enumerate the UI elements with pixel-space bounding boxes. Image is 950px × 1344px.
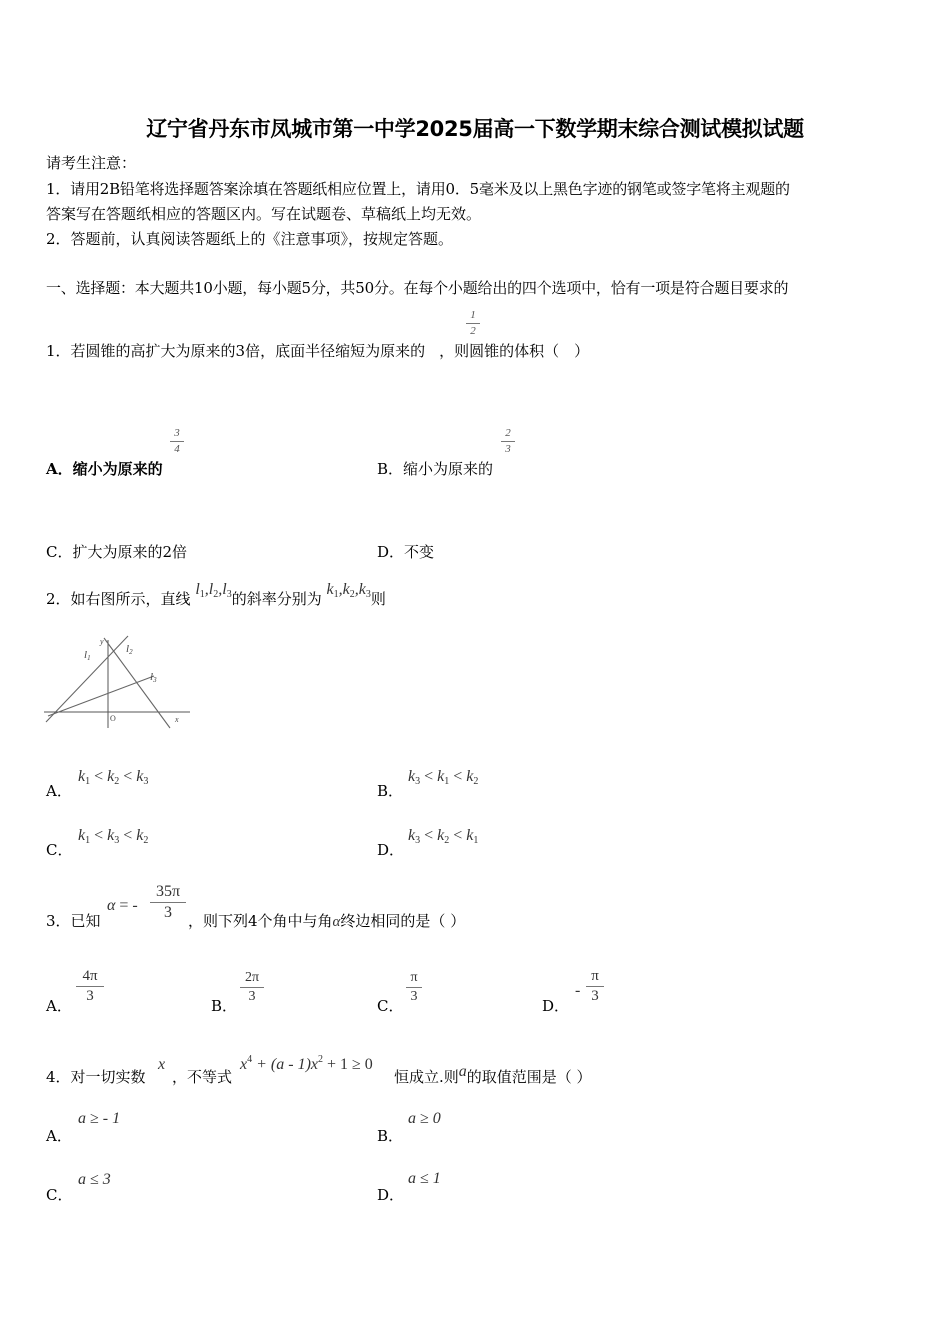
q2-option-b-math: $k_3 < k_1 < k_2$ xyxy=(408,768,479,787)
question-4-tail: 恒成立.则a的取值范围是（ ） xyxy=(394,1063,592,1086)
label-l2: l2 xyxy=(126,643,133,656)
q3-option-c-fraction: π 3 xyxy=(406,971,422,1004)
notice-line-2: 答案写在答题纸相应的答题区内。写在试题卷、草稿纸上均无效。 xyxy=(46,205,482,223)
q1-option-b[interactable]: B．缩小为原来的 xyxy=(377,460,494,478)
question-4-mid: ，不等式 xyxy=(172,1068,233,1086)
q2-option-b[interactable]: B． xyxy=(377,782,404,800)
question-3-tail: ，则下列4个角中与角α终边相同的是（ ） xyxy=(188,912,466,930)
q4-option-a-math: a ≥ - 1 xyxy=(78,1110,121,1127)
q4-option-a[interactable]: A． xyxy=(46,1127,72,1145)
question-2-tail: 则 xyxy=(370,590,386,608)
q3-option-b-fraction: 2π 3 xyxy=(240,971,264,1004)
label-y: y xyxy=(100,637,104,646)
q4-option-b[interactable]: B． xyxy=(377,1127,404,1145)
q4-option-d[interactable]: D． xyxy=(377,1186,405,1204)
question-4-inequality: $x^4 + (a - 1)x^2 + 1 \ge 0$ xyxy=(240,1054,373,1073)
q1-option-b-fraction: 2 3 xyxy=(501,428,515,455)
notice-line-3: 2．答题前，认真阅读答题纸上的《注意事项》，按规定答题。 xyxy=(46,230,454,248)
q2-option-c-math: $k_1 < k_3 < k_2$ xyxy=(78,827,149,846)
q1-option-a[interactable]: A．缩小为原来的 xyxy=(46,460,163,478)
q2-option-a-math: $k_1 < k_2 < k_3$ xyxy=(78,768,149,787)
q2-option-a[interactable]: A． xyxy=(46,782,72,800)
q3-option-d-fraction: π 3 xyxy=(586,969,604,1004)
question-2 xyxy=(46,581,386,610)
question-2-text: 2．如右图所示，直线 xyxy=(46,590,191,608)
question-4-x: x xyxy=(158,1056,166,1073)
q3-option-d[interactable]: D． xyxy=(542,997,570,1015)
q4-option-c-math: a ≤ 3 xyxy=(78,1171,111,1188)
section-heading: 一、选择题：本大题共10小题，每小题5分，共50分。在每个小题给出的四个选项中，恰有一项是符合题目要求的 xyxy=(46,279,789,297)
question-3-text: 3．已知 xyxy=(46,912,101,930)
label-l3: l3 xyxy=(150,671,157,684)
notice-heading: 请考生注意： xyxy=(46,154,137,172)
q3-option-b[interactable]: B． xyxy=(211,997,238,1015)
q2-option-d-math: $k_3 < k_2 < k_1$ xyxy=(408,827,479,846)
line-l3 xyxy=(48,676,154,716)
label-l1: l1 xyxy=(84,649,91,662)
q2-option-c[interactable]: C． xyxy=(46,841,73,859)
question-1-tail: ，则圆锥的体积（ ） xyxy=(439,342,590,360)
q2-option-d[interactable]: D． xyxy=(377,841,405,859)
question-2-lines: $l_1,l_2,l_3$ xyxy=(195,581,232,600)
q4-option-c[interactable]: C． xyxy=(46,1186,73,1204)
question-2-mid: 的斜率分别为 xyxy=(231,590,322,608)
question-1 xyxy=(46,340,589,361)
q1-option-a-fraction: 3 4 xyxy=(170,428,184,455)
question-4-text: 4．对一切实数 xyxy=(46,1068,146,1086)
q4-option-d-math: a ≤ 1 xyxy=(408,1170,441,1187)
page-title: 辽宁省丹东市凤城市第一中学2025届高一下数学期末综合测试模拟试题 xyxy=(146,117,804,141)
q3-option-d-sign: - xyxy=(575,982,581,999)
label-origin: O xyxy=(110,714,116,723)
q1-option-d[interactable]: D．不变 xyxy=(377,543,435,561)
question-2-slopes: $k_1,k_2,k_3$ xyxy=(326,581,371,600)
question-1-fraction: 1 2 xyxy=(466,310,480,337)
slope-lines-figure xyxy=(44,632,194,732)
question-1-text: 1．若圆锥的高扩大为原来的3倍，底面半径缩短为原来的 xyxy=(46,342,426,360)
q3-option-a[interactable]: A． xyxy=(46,997,72,1015)
q4-option-b-math: a ≥ 0 xyxy=(408,1110,441,1127)
notice-line-1: 1．请用2B铅笔将选择题答案涂填在答题纸相应位置上，请用0．5毫米及以上黑色字迹的钢笔或签字笔将主观题的 xyxy=(46,180,790,198)
question-3-alpha-eq: α = - xyxy=(107,897,138,914)
label-x: x xyxy=(175,715,179,724)
q1-option-c[interactable]: C．扩大为原来的2倍 xyxy=(46,543,188,561)
q3-option-c[interactable]: C． xyxy=(377,997,404,1015)
question-3-fraction: 35π 3 xyxy=(150,884,186,921)
q3-option-a-fraction: 4π 3 xyxy=(76,969,104,1004)
